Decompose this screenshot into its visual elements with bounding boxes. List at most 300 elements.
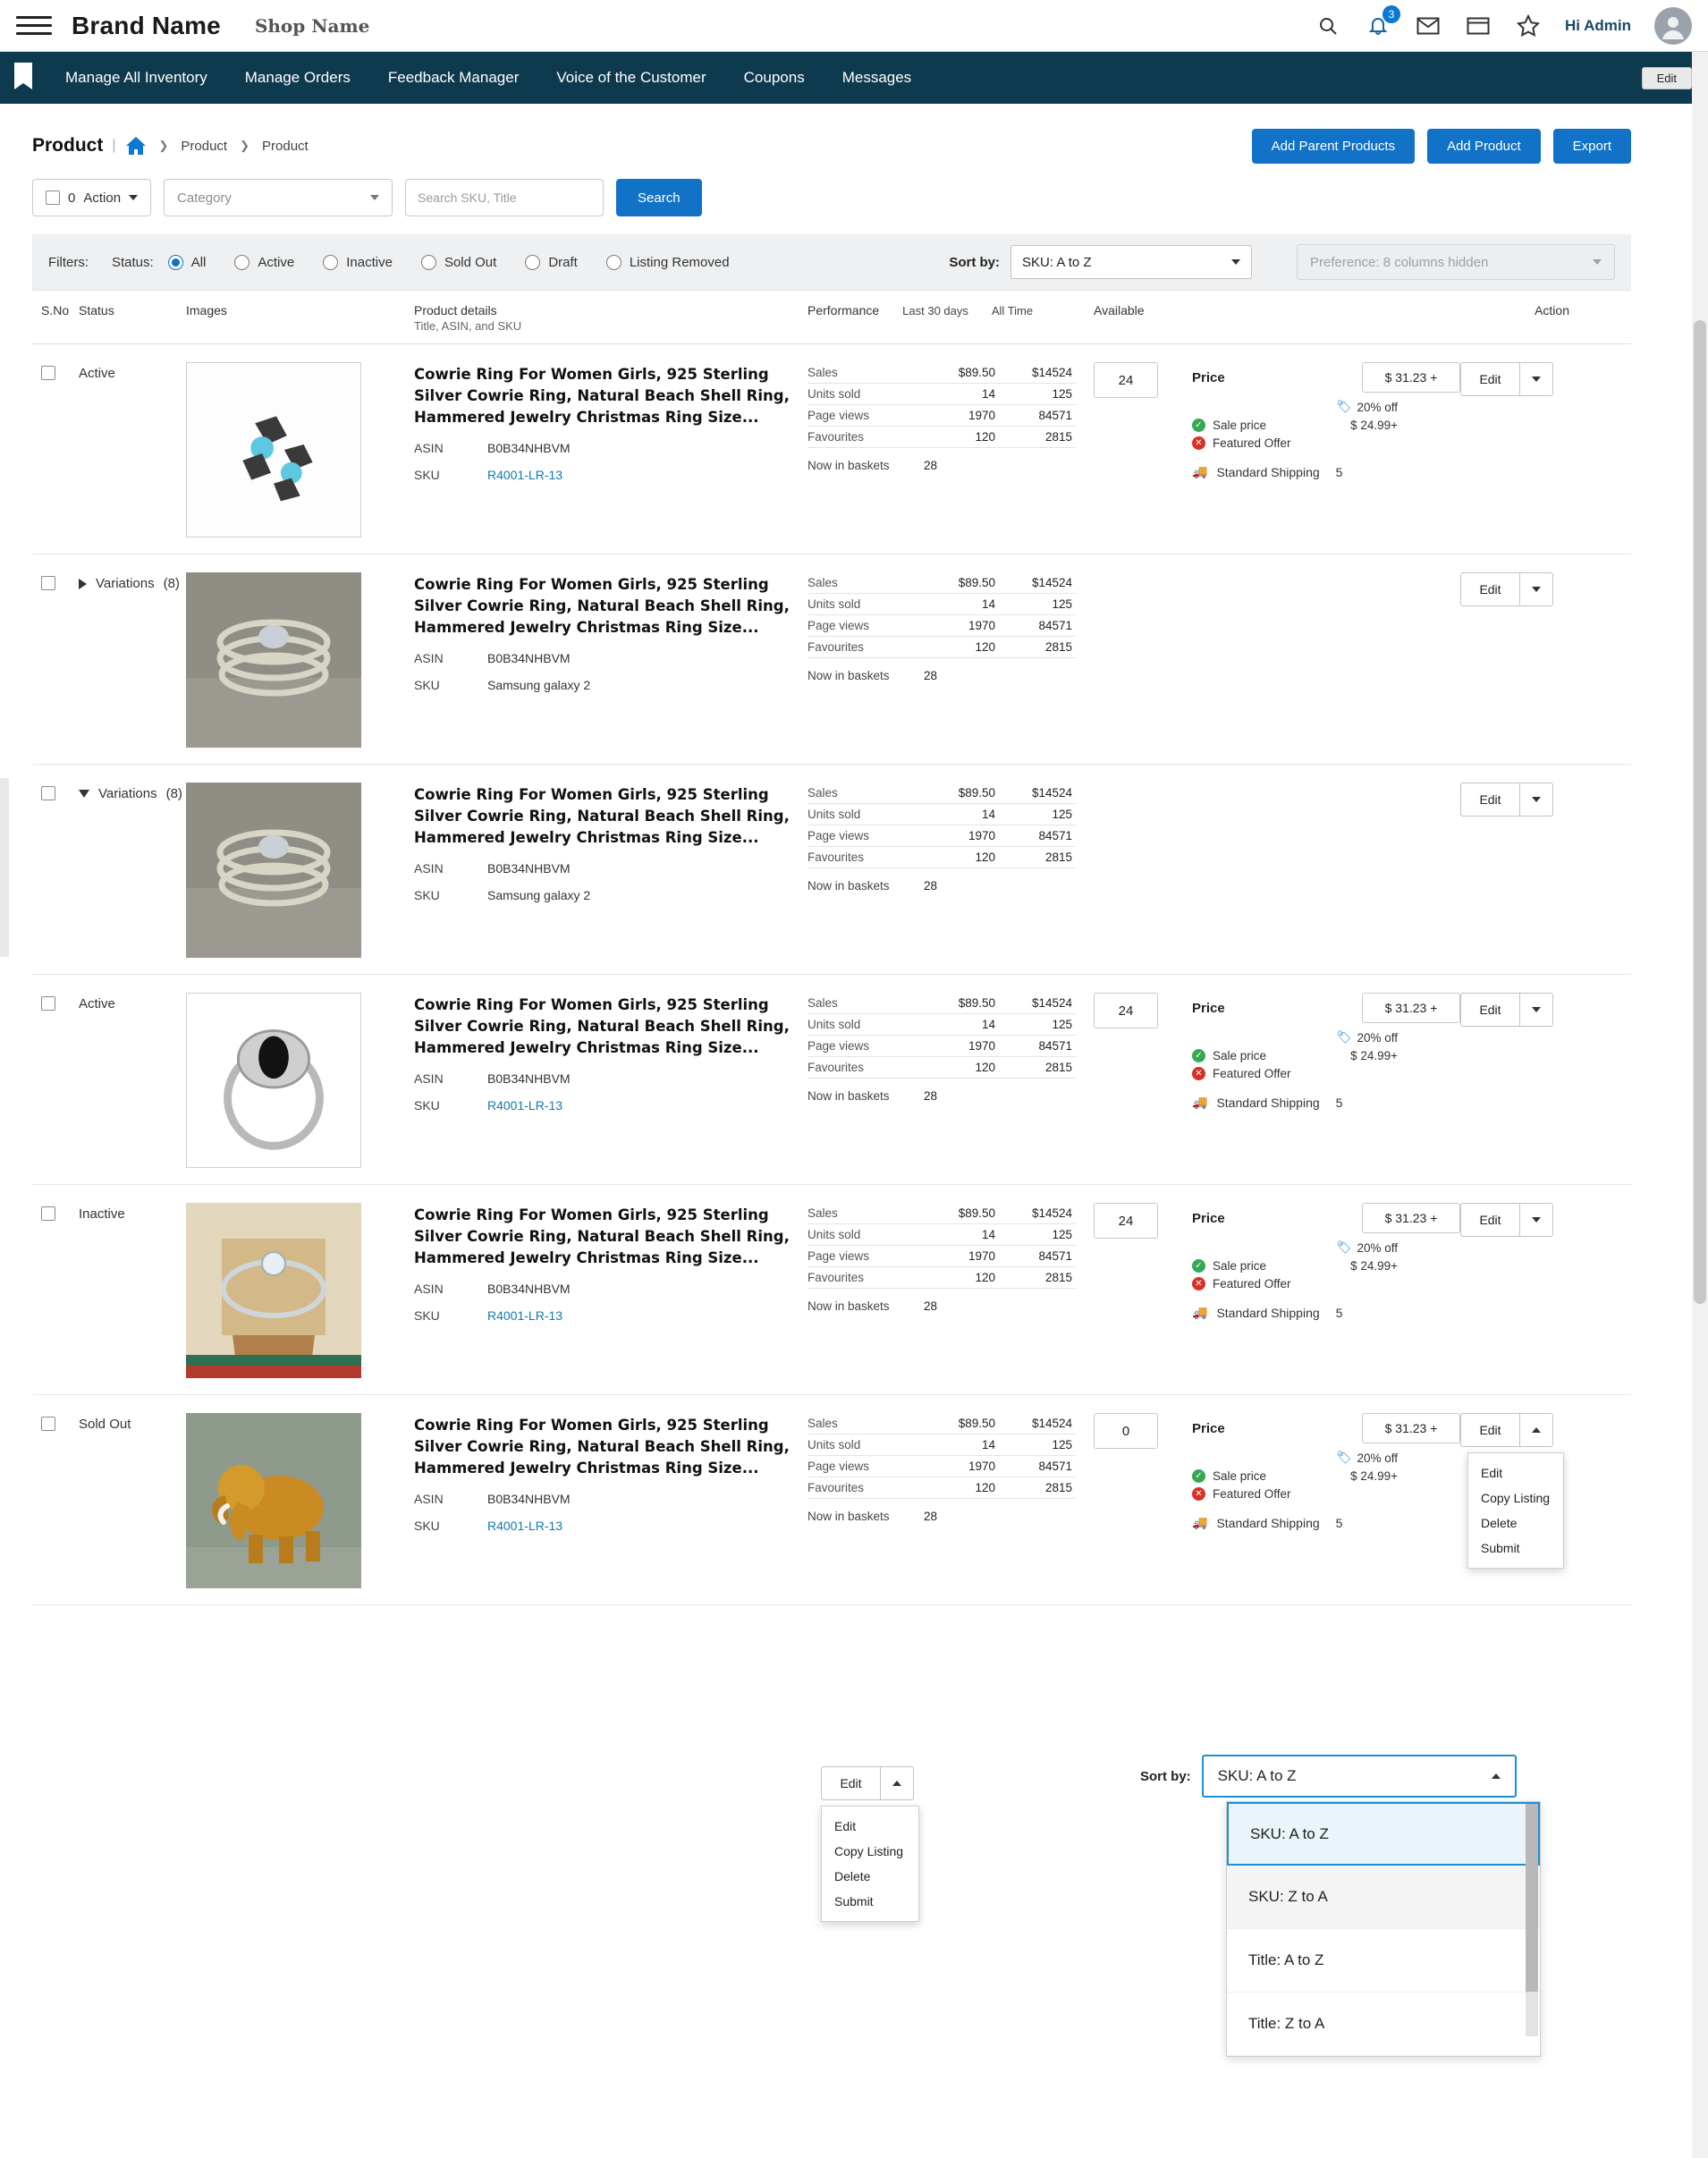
views-30: 1970 — [968, 1249, 995, 1263]
shipping-row — [1192, 1095, 1398, 1110]
discount-row — [1192, 400, 1398, 414]
chevron-up-icon — [892, 1781, 901, 1786]
row-checkbox[interactable] — [41, 366, 55, 380]
edit-dropdown-toggle[interactable] — [1519, 993, 1553, 1027]
discount-value: 20% off — [1357, 1240, 1398, 1255]
perf-views-row — [807, 1246, 1076, 1267]
discount-row — [1192, 1240, 1398, 1255]
page-scrollbar[interactable] — [1692, 52, 1708, 2158]
chevron-down-icon — [370, 195, 379, 200]
sku-label: SKU — [414, 887, 440, 902]
radio-dot-inactive — [323, 255, 338, 270]
sort-by-label: Sort by: — [949, 254, 1000, 270]
row-checkbox[interactable] — [41, 786, 55, 800]
status-badge: Inactive — [79, 1206, 125, 1222]
toolbar — [0, 166, 1663, 225]
table-row — [32, 765, 1631, 975]
status-badge: Active — [79, 366, 115, 381]
filter-radio-inactive[interactable] — [323, 255, 393, 270]
asin-value: B0B34NHBVM — [487, 650, 571, 665]
fav-all: 2815 — [1044, 430, 1072, 444]
fav-label: Favourites — [807, 1061, 865, 1074]
notification-badge: 3 — [1382, 5, 1400, 23]
home-icon[interactable] — [125, 136, 147, 156]
filter-radio-active[interactable] — [234, 255, 294, 270]
asin-value: B0B34NHBVM — [487, 1071, 571, 1086]
units-label: Units sold — [807, 1438, 861, 1451]
chevron-down-icon — [1593, 259, 1602, 265]
product-asin-row — [414, 651, 807, 665]
featured-offer-row — [1192, 1067, 1398, 1080]
breadcrumb-item-2[interactable]: Product — [262, 138, 309, 154]
table-row — [32, 975, 1631, 1185]
header-action: Action — [1535, 303, 1569, 317]
sort-list-scrollbar[interactable] — [1526, 1804, 1538, 2036]
nav-item-manage-all-inventory[interactable]: Manage All Inventory — [65, 69, 207, 86]
action-dropdown[interactable] — [32, 179, 151, 216]
product-title[interactable]: Cowrie Ring For Women Girls, 925 Sterling Silver Cowrie Ring, Natural Beach Shell Ring, Hammered Jewelry Christmas Ring Size... — [414, 576, 790, 636]
row-available-cell — [1094, 993, 1192, 1168]
units-30: 14 — [981, 1228, 995, 1241]
price-value[interactable]: $ 31.23 + — [1362, 1203, 1460, 1233]
edit-button[interactable]: Edit — [1460, 362, 1519, 396]
search-icon[interactable] — [1315, 13, 1341, 39]
row-performance-cell — [807, 572, 1094, 748]
price-label: Price — [1192, 1210, 1225, 1226]
shipping-label: Standard Shipping — [1216, 1305, 1320, 1320]
now-in-baskets-row — [807, 1510, 1076, 1523]
product-thumbnail[interactable] — [186, 362, 361, 537]
edit-button[interactable]: Edit — [1460, 1413, 1519, 1447]
product-thumbnail[interactable] — [186, 1203, 361, 1378]
header-product-details — [414, 303, 807, 333]
perf-units-row — [807, 804, 1076, 825]
search-input[interactable] — [405, 179, 604, 216]
discount-row — [1192, 1451, 1398, 1465]
product-title[interactable]: Cowrie Ring For Women Girls, 925 Sterling Silver Cowrie Ring, Natural Beach Shell Ring, Hammered Jewelry Christmas Ring Size... — [414, 1417, 790, 1477]
nav-item-voice-of-the-customer[interactable]: Voice of the Customer — [556, 69, 706, 86]
fav-30: 120 — [975, 1481, 995, 1494]
window-icon[interactable] — [1465, 13, 1492, 39]
page-scrollbar-thumb[interactable] — [1694, 320, 1706, 1304]
overlay-edit-dropdown-toggle[interactable] — [880, 1766, 914, 1800]
variations-toggle[interactable] — [79, 783, 186, 801]
row-checkbox[interactable] — [41, 576, 55, 590]
chevron-down-icon — [129, 195, 138, 200]
chevron-down-icon — [1532, 377, 1541, 382]
asin-value: B0B34NHBVM — [487, 1281, 571, 1296]
row-checkbox[interactable] — [41, 1206, 55, 1221]
row-checkbox-cell — [32, 993, 79, 1168]
views-label: Page views — [807, 829, 870, 842]
top-bar-actions — [1315, 7, 1708, 45]
sku-value[interactable]: R4001-LR-13 — [487, 467, 563, 482]
filter-label-sold-out: Sold Out — [444, 254, 497, 270]
perf-units-row — [807, 384, 1076, 405]
overlay-menu-item-copy-listing[interactable]: Copy Listing — [834, 1844, 904, 1858]
product-sku-row — [414, 678, 807, 692]
shipping-days: 5 — [1335, 1095, 1343, 1110]
baskets-value: 28 — [924, 1299, 938, 1313]
product-sku-row — [414, 1308, 807, 1323]
row-checkbox-cell — [32, 362, 79, 537]
action-label: Action — [83, 190, 122, 206]
row-performance-cell — [807, 783, 1094, 958]
price-value[interactable]: $ 31.23 + — [1362, 1413, 1460, 1443]
category-select[interactable] — [164, 179, 393, 216]
sku-value: Samsung galaxy 2 — [487, 887, 591, 902]
cross-icon: ✕ — [1192, 1067, 1205, 1080]
variations-label: Variations — [98, 786, 157, 801]
baskets-value: 28 — [924, 1510, 938, 1523]
necklace-on-stand-thumbnail-image — [186, 1203, 361, 1378]
fav-label: Favourites — [807, 640, 865, 654]
shipping-days: 5 — [1335, 1305, 1343, 1320]
product-asin-row — [414, 861, 807, 876]
fav-label: Favourites — [807, 1481, 865, 1494]
row-image-cell — [186, 362, 414, 537]
perf-sales-row — [807, 783, 1076, 804]
shipping-label: Standard Shipping — [1216, 464, 1320, 479]
baskets-value: 28 — [924, 669, 938, 682]
now-in-baskets-row — [807, 1299, 1076, 1313]
edit-button[interactable]: Edit — [1460, 993, 1519, 1027]
sales-30: $89.50 — [958, 1417, 995, 1430]
views-30: 1970 — [968, 619, 995, 632]
available-input[interactable]: 24 — [1094, 362, 1158, 398]
fav-30: 120 — [975, 1061, 995, 1074]
sort-option-sku-a-to-z[interactable]: SKU: A to Z — [1227, 1802, 1540, 1866]
chevron-down-icon — [1532, 1217, 1541, 1223]
edit-dropdown-toggle[interactable] — [1519, 783, 1553, 817]
overlay-menu-item-delete[interactable]: Delete — [834, 1869, 871, 1883]
variations-toggle[interactable] — [79, 572, 186, 591]
product-title[interactable]: Cowrie Ring For Women Girls, 925 Sterling Silver Cowrie Ring, Natural Beach Shell Ring, Hammered Jewelry Christmas Ring Size... — [414, 786, 790, 846]
product-sku-row — [414, 468, 807, 482]
perf-fav-row — [807, 1477, 1076, 1499]
header-available: Available — [1094, 303, 1145, 317]
product-title[interactable]: Cowrie Ring For Women Girls, 925 Sterling Silver Cowrie Ring, Natural Beach Shell Ring, Hammered Jewelry Christmas Ring Size... — [414, 366, 790, 426]
sort-option-title-a-to-z[interactable]: Title: A to Z — [1227, 1929, 1540, 1993]
product-sku-row — [414, 1098, 807, 1113]
edit-dropdown-toggle[interactable] — [1519, 1413, 1553, 1447]
header-images: Images — [186, 303, 227, 317]
available-input[interactable]: 0 — [1094, 1413, 1158, 1449]
row-performance-cell — [807, 993, 1094, 1168]
menu-item-submit[interactable]: Submit — [1481, 1541, 1520, 1555]
views-label: Page views — [807, 1249, 870, 1263]
truck-icon: 🚚 — [1192, 464, 1208, 478]
available-input[interactable]: 24 — [1094, 1203, 1158, 1239]
sale-price-value: $ 24.99+ — [1350, 1469, 1398, 1483]
header-last-30-days: Last 30 days — [902, 304, 968, 317]
brass-elephant-thumbnail-image — [186, 1413, 361, 1588]
bookmark-icon — [0, 63, 47, 93]
row-available-cell — [1094, 783, 1192, 958]
edit-button-group — [1460, 993, 1585, 1027]
product-asin-row — [414, 1071, 807, 1086]
check-icon: ✓ — [1192, 1469, 1205, 1483]
filter-radio-draft[interactable] — [525, 255, 578, 270]
views-all: 84571 — [1038, 829, 1072, 842]
sale-price-row — [1192, 1049, 1398, 1062]
sales-all: $14524 — [1031, 1417, 1072, 1430]
fav-30: 120 — [975, 430, 995, 444]
price-value[interactable]: $ 31.23 + — [1362, 362, 1460, 393]
chevron-right-icon: ❯ — [158, 139, 169, 152]
star-icon[interactable] — [1515, 13, 1542, 39]
baskets-label: Now in baskets — [807, 879, 890, 893]
nav-item-manage-orders[interactable]: Manage Orders — [244, 69, 351, 86]
row-price-cell — [1192, 362, 1460, 537]
fav-all: 2815 — [1044, 640, 1072, 654]
perf-fav-row — [807, 427, 1076, 448]
chevron-down-icon — [1231, 259, 1240, 265]
table-row — [32, 554, 1631, 765]
truck-icon: 🚚 — [1192, 1305, 1208, 1319]
featured-offer-label: Featured Offer — [1213, 1067, 1291, 1080]
price-value[interactable]: $ 31.23 + — [1362, 993, 1460, 1023]
units-all: 125 — [1052, 1438, 1072, 1451]
avatar[interactable] — [1654, 7, 1692, 45]
fav-30: 120 — [975, 851, 995, 864]
variations-count: (8) — [165, 786, 182, 801]
row-status-cell — [79, 783, 186, 958]
sort-option-sku-z-to-a[interactable]: SKU: Z to A — [1227, 1866, 1540, 1929]
sort-option-title-z-to-a[interactable]: Title: Z to A — [1227, 1993, 1540, 2056]
nav-item-coupons[interactable]: Coupons — [743, 69, 805, 86]
available-input[interactable]: 24 — [1094, 993, 1158, 1028]
units-label: Units sold — [807, 808, 861, 821]
product-asin-row — [414, 441, 807, 455]
baskets-label: Now in baskets — [807, 459, 890, 472]
product-asin-row — [414, 1282, 807, 1296]
sort-by-select[interactable] — [1010, 245, 1252, 279]
table-row — [32, 1185, 1631, 1395]
perf-views-row — [807, 615, 1076, 637]
perf-sales-row — [807, 1413, 1076, 1434]
edit-button-group — [1460, 783, 1585, 817]
shipping-row — [1192, 464, 1398, 479]
asin-value: B0B34NHBVM — [487, 440, 571, 455]
nav-edit-button[interactable]: Edit — [1642, 67, 1692, 89]
sales-all: $14524 — [1031, 1206, 1072, 1220]
chevron-right-icon — [79, 579, 87, 589]
fav-label: Favourites — [807, 851, 865, 864]
row-action-menu — [1467, 1452, 1564, 1569]
table-row — [32, 1395, 1631, 1605]
row-details-cell — [414, 1413, 807, 1588]
page-title: Product — [32, 135, 104, 156]
export-button[interactable]: Export — [1553, 129, 1631, 164]
sales-label: Sales — [807, 576, 838, 589]
check-icon: ✓ — [1192, 419, 1205, 432]
sale-price-label: Sale price — [1213, 1259, 1267, 1273]
chevron-down-icon — [79, 790, 89, 798]
cross-icon: ✕ — [1192, 1277, 1205, 1291]
perf-fav-row — [807, 637, 1076, 658]
perf-views-row — [807, 1456, 1076, 1477]
baskets-label: Now in baskets — [807, 1089, 890, 1103]
row-details-cell — [414, 993, 807, 1168]
featured-offer-row — [1192, 1277, 1398, 1291]
select-all-checkbox[interactable] — [46, 190, 60, 205]
sale-price-label: Sale price — [1213, 419, 1267, 432]
page-content — [0, 104, 1663, 1605]
sku-value[interactable]: R4001-LR-13 — [487, 1518, 563, 1533]
preference-select[interactable] — [1297, 244, 1615, 280]
edit-button[interactable]: Edit — [1460, 1203, 1519, 1237]
menu-icon[interactable] — [16, 11, 52, 41]
overlay-sort-group — [1140, 1755, 1517, 1798]
views-all: 84571 — [1038, 1460, 1072, 1473]
discount-value: 20% off — [1357, 400, 1398, 414]
add-product-button[interactable]: Add Product — [1427, 129, 1541, 164]
overlay-menu-item-submit[interactable]: Submit — [834, 1894, 874, 1908]
perf-views-row — [807, 1036, 1076, 1057]
row-available-cell — [1094, 572, 1192, 748]
breadcrumb-divider: | — [112, 138, 116, 153]
menu-item-delete[interactable]: Delete — [1481, 1516, 1518, 1530]
row-available-cell — [1094, 1203, 1192, 1378]
row-image-cell — [186, 993, 414, 1168]
product-title[interactable]: Cowrie Ring For Women Girls, 925 Sterling Silver Cowrie Ring, Natural Beach Shell Ring, Hammered Jewelry Christmas Ring Size... — [414, 996, 790, 1056]
row-price-cell — [1192, 993, 1460, 1168]
baskets-value: 28 — [924, 1089, 938, 1103]
shipping-row — [1192, 1305, 1398, 1320]
filter-radio-sold-out[interactable] — [421, 255, 496, 270]
mail-icon[interactable] — [1415, 13, 1442, 39]
row-details-cell — [414, 572, 807, 748]
greeting-label: Hi Admin — [1565, 16, 1631, 34]
edit-button-group — [1460, 1413, 1585, 1447]
sale-price-label: Sale price — [1213, 1469, 1267, 1483]
black-stone-ring-thumbnail-image — [187, 994, 360, 1167]
perf-sales-row — [807, 993, 1076, 1014]
product-thumbnail[interactable] — [186, 783, 361, 958]
add-parent-products-button[interactable]: Add Parent Products — [1252, 129, 1415, 164]
edit-dropdown-toggle[interactable] — [1519, 572, 1553, 606]
row-price-cell — [1192, 572, 1460, 748]
edit-button[interactable]: Edit — [1460, 572, 1519, 606]
units-all: 125 — [1052, 597, 1072, 611]
units-30: 14 — [981, 808, 995, 821]
edit-dropdown-toggle[interactable] — [1519, 1203, 1553, 1237]
asin-label: ASIN — [414, 1281, 444, 1296]
radio-dot-active — [234, 255, 249, 270]
menu-item-copy-listing[interactable]: Copy Listing — [1481, 1491, 1551, 1505]
units-label: Units sold — [807, 1018, 861, 1031]
header-sno: S.No — [41, 303, 70, 317]
filter-label-active: Active — [258, 254, 295, 270]
search-button[interactable]: Search — [616, 179, 702, 216]
product-thumbnail[interactable] — [186, 993, 361, 1168]
shipping-days: 5 — [1335, 1515, 1343, 1530]
fav-all: 2815 — [1044, 851, 1072, 864]
chevron-up-icon — [1492, 1773, 1501, 1779]
price-label: Price — [1192, 369, 1225, 385]
cross-icon: ✕ — [1192, 1487, 1205, 1501]
perf-units-row — [807, 1224, 1076, 1246]
featured-offer-row — [1192, 436, 1398, 450]
row-status-cell — [79, 362, 186, 537]
brand-name: Brand Name — [72, 11, 221, 39]
filter-radio-listing-removed[interactable] — [606, 255, 730, 270]
sort-by-group — [949, 245, 1252, 279]
now-in-baskets-row — [807, 1089, 1076, 1103]
perf-views-row — [807, 405, 1076, 427]
sort-list-scrollbar-thumb[interactable] — [1526, 1804, 1538, 1992]
tag-icon: 🏷 — [1336, 1030, 1352, 1044]
nav-item-feedback-manager[interactable]: Feedback Manager — [387, 69, 520, 86]
fav-label: Favourites — [807, 1271, 865, 1284]
chevron-down-icon — [1532, 1007, 1541, 1012]
perf-units-row — [807, 1434, 1076, 1456]
sale-price-row — [1192, 419, 1398, 432]
row-price-cell — [1192, 1203, 1460, 1378]
nav-item-messages[interactable]: Messages — [841, 69, 912, 86]
sale-price-value: $ 24.99+ — [1350, 1259, 1398, 1273]
asin-label: ASIN — [414, 650, 444, 665]
menu-item-edit[interactable]: Edit — [1481, 1466, 1503, 1480]
shipping-label: Standard Shipping — [1216, 1095, 1320, 1110]
asin-label: ASIN — [414, 440, 444, 455]
row-price-cell — [1192, 783, 1460, 958]
check-icon: ✓ — [1192, 1049, 1205, 1062]
row-action-cell — [1460, 572, 1585, 748]
units-label: Units sold — [807, 1228, 861, 1241]
filters-label: Filters: — [48, 254, 89, 270]
sales-30: $89.50 — [958, 996, 995, 1010]
overlay-menu-item-edit[interactable]: Edit — [834, 1819, 857, 1833]
fav-all: 2815 — [1044, 1271, 1072, 1284]
product-thumbnail[interactable] — [186, 572, 361, 748]
now-in-baskets-row — [807, 879, 1076, 893]
row-checkbox[interactable] — [41, 1417, 55, 1431]
overlay-sort-options — [1226, 1801, 1541, 2057]
perf-fav-row — [807, 847, 1076, 868]
row-price-cell — [1192, 1413, 1460, 1588]
edit-dropdown-toggle[interactable] — [1519, 362, 1553, 396]
edit-button-group — [1460, 1203, 1585, 1237]
edit-button[interactable]: Edit — [1460, 783, 1519, 817]
row-image-cell — [186, 572, 414, 748]
tag-icon: 🏷 — [1336, 1240, 1352, 1254]
featured-offer-row — [1192, 1487, 1398, 1501]
row-available-cell — [1094, 1413, 1192, 1588]
sku-value[interactable]: R4001-LR-13 — [487, 1307, 563, 1323]
product-title[interactable]: Cowrie Ring For Women Girls, 925 Sterling Silver Cowrie Ring, Natural Beach Shell Ring, Hammered Jewelry Christmas Ring Size... — [414, 1206, 790, 1266]
breadcrumb-item-1[interactable]: Product — [181, 138, 228, 154]
views-all: 84571 — [1038, 1249, 1072, 1263]
radio-dot-listing-removed — [606, 255, 621, 270]
views-all: 84571 — [1038, 409, 1072, 422]
sku-value[interactable]: R4001-LR-13 — [487, 1097, 563, 1113]
check-icon: ✓ — [1192, 1259, 1205, 1273]
overlay-sort-select[interactable] — [1202, 1755, 1517, 1798]
row-checkbox-cell — [32, 572, 79, 748]
overlay-edit-button[interactable]: Edit — [821, 1766, 880, 1800]
row-checkbox[interactable] — [41, 996, 55, 1011]
views-label: Page views — [807, 1460, 870, 1473]
views-all: 84571 — [1038, 1039, 1072, 1053]
filter-radio-all[interactable] — [168, 255, 207, 270]
bell-icon[interactable] — [1365, 7, 1395, 39]
row-details-cell — [414, 1203, 807, 1378]
views-30: 1970 — [968, 409, 995, 422]
product-thumbnail[interactable] — [186, 1413, 361, 1588]
preference-label: Preference: 8 columns hidden — [1310, 254, 1489, 270]
